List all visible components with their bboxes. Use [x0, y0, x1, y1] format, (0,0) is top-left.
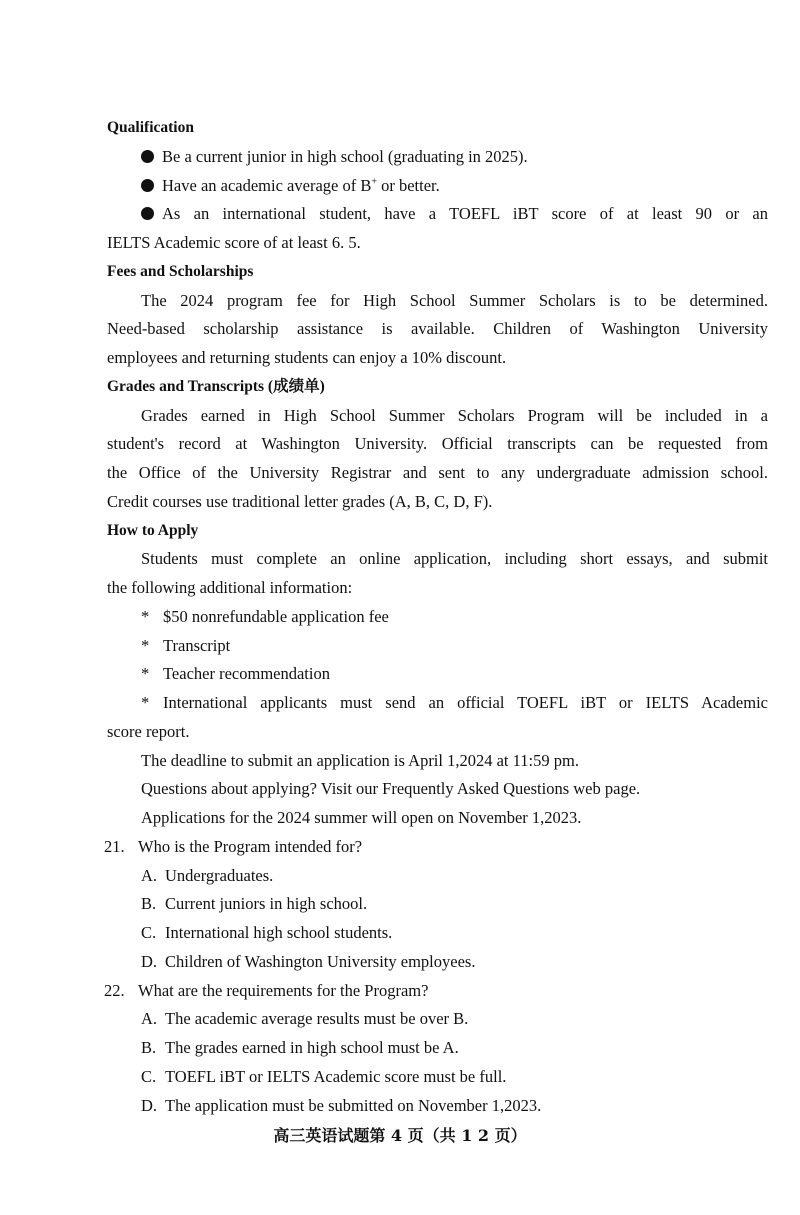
section-heading-fees: Fees and Scholarships [107, 262, 254, 280]
option-d: D. Children of Washington University employees. [141, 951, 476, 971]
asterisk-icon: * [141, 635, 150, 655]
list-item: * Transcript [107, 632, 768, 661]
paragraph-line: the Office of the University Registrar and sent to any undergraduate admission school. [107, 463, 768, 482]
bullet-item: Be a current junior in high school (graduating in 2025). [107, 143, 768, 172]
option-a: A. Undergraduates. [141, 865, 274, 885]
document-page [104, 114, 768, 1120]
bullet-item: Have an academic average of B+ or better. [107, 172, 768, 201]
note-line: The deadline to submit an application is April 1,2024 at 11:59 pm. [141, 750, 579, 770]
option-c: C. International high school students. [141, 923, 393, 942]
paragraph-line: The 2024 program fee for High School Summer Scholars is to be determined. [141, 290, 768, 310]
list-item: * International applicants must send an official TOEFL iBT or IELTS Academic [107, 689, 768, 718]
section-heading-apply: How to Apply [107, 521, 199, 539]
question-21: 21. Who is the Program intended for? [104, 836, 363, 856]
paragraph-line: Students must complete an online application, including short essays, and submit [141, 549, 768, 569]
bullet-icon [141, 207, 154, 220]
paragraph-line: Need-based scholarship assistance is available. Children of Washington University [107, 319, 768, 339]
option-b: B. The grades earned in high school must be A. [141, 1038, 459, 1057]
bullet-item: As an international student, have a TOEFL iBT score of at least 90 or an [107, 200, 768, 229]
question-22: 22. What are the requirements for the Program? [104, 980, 429, 1000]
asterisk-icon: * [141, 606, 150, 626]
list-item: * Teacher recommendation [107, 660, 768, 689]
note-line: Applications for the 2024 summer will open on November 1,2023. [141, 808, 582, 827]
bullet-icon [141, 179, 154, 192]
asterisk-icon: * [141, 693, 150, 712]
option-c: C. TOEFL iBT or IELTS Academic score must be full. [141, 1066, 507, 1086]
paragraph-line: student's record at Washington University. Official transcripts can be requested from [107, 434, 768, 454]
paragraph-line: Credit courses use traditional letter grades (A, B, C, D, F). [107, 491, 493, 511]
option-a: A. The academic average results must be over B. [141, 1009, 469, 1029]
list-item-continuation: score report. [107, 721, 190, 741]
paragraph-line: Grades earned in High School Summer Scholars Program will be included in a [141, 405, 768, 425]
bullet-continuation: IELTS Academic score of at least 6. 5. [107, 233, 361, 252]
paragraph-line: the following additional information: [107, 578, 353, 597]
list-item: * $50 nonrefundable application fee [107, 603, 768, 632]
option-b: B. Current juniors in high school. [141, 894, 368, 914]
section-heading-grades: Grades and Transcripts (成绩单) [107, 377, 325, 395]
bullet-icon [141, 150, 154, 163]
section-heading-qualification: Qualification [107, 119, 194, 136]
option-d: D. The application must be submitted on November 1,2023. [141, 1095, 542, 1115]
paragraph-line: employees and returning students can enjoy a 10% discount. [107, 348, 507, 367]
note-line: Questions about applying? Visit our Frequently Asked Questions web page. [141, 779, 641, 799]
asterisk-icon: * [141, 664, 150, 684]
page-footer: 高三英语试题第 4 页（共 1 2 页） [273, 1126, 527, 1145]
